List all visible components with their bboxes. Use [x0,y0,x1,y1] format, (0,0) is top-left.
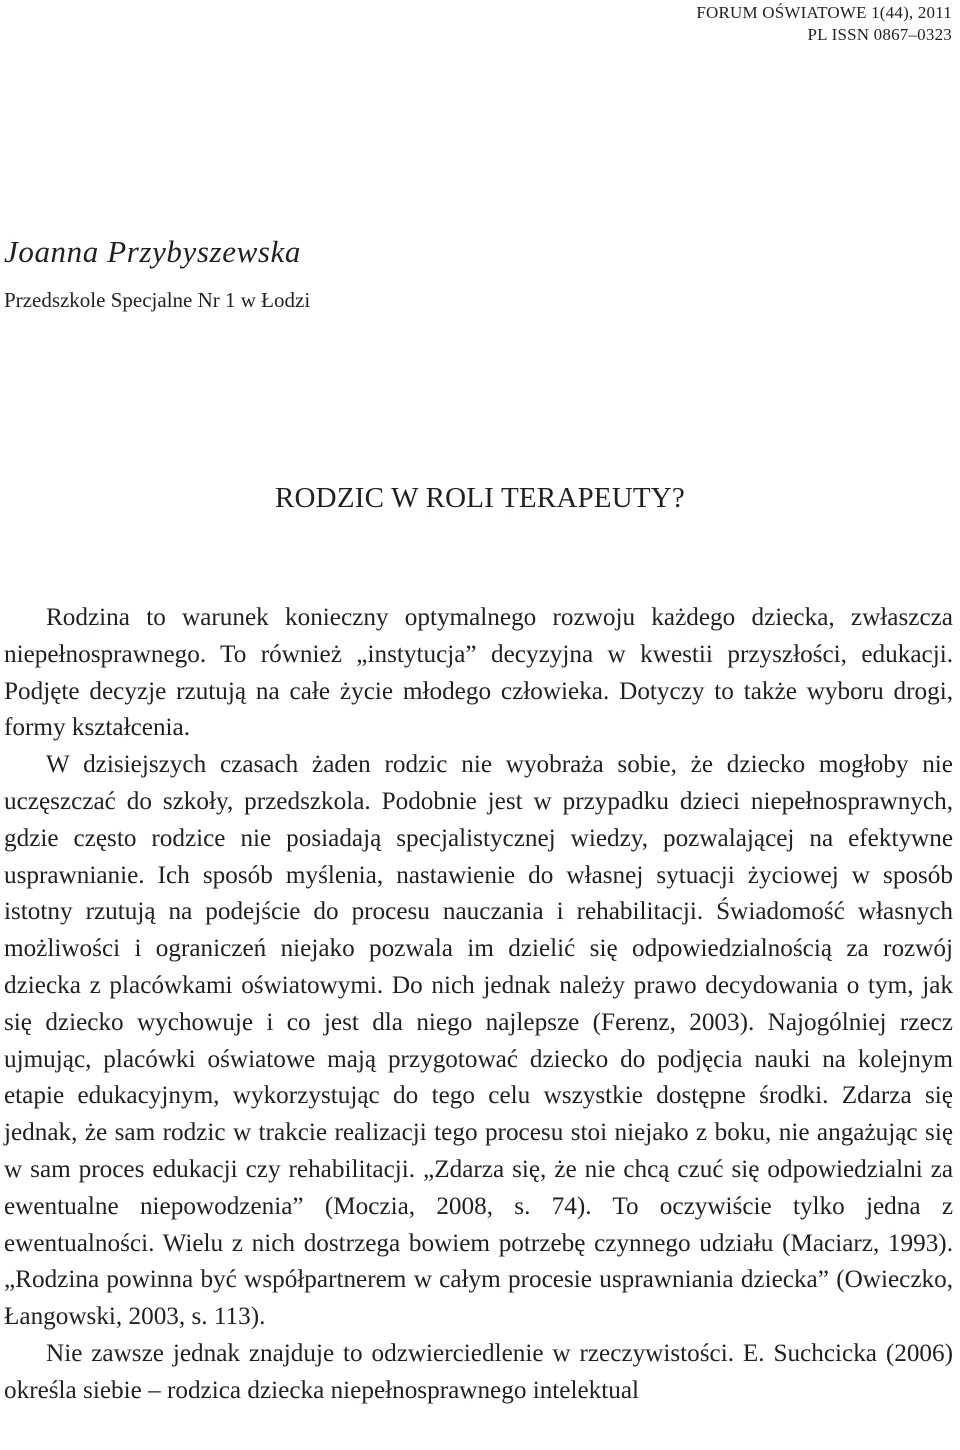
article-body [4,600,953,1410]
paragraph-1: Rodzina to warunek konieczny optymalnego rozwoju każdego dziecka, zwłaszcza niepełnosprawnego. To również „instytucja” decyzyjna w kwestii przyszłości, edukacji. Podjęte decyzje rzutują na całe życie młodego człowieka. Dotyczy to także wyboru drogi, formy kształcenia. [4,604,953,742]
author-name: Joanna Przybyszewska [4,234,301,269]
paragraph-3: Nie zawsze jednak znajduje to odzwierciedlenie w rzeczywistości. E. Suchcicka (2006) określa siebie – rodzica dziecka niepełnosprawnego intelektual [4,1339,953,1404]
journal-name: FORUM OŚWIATOWE 1(44), 2011 [696,3,952,22]
running-head [696,2,952,46]
paragraph-2: W dzisiejszych czasach żaden rodzic nie wyobraża sobie, że dziecko mogłoby nie uczęszczać do szkoły, przedszkola. Podobnie jest w przypadku dzieci niepełnosprawnych, gdzie często rodzice nie posiadają specjalistycznej wiedzy, pozwalającej na efektywne usprawnianie. Ich sposób myślenia, nastawienie do własnej sytuacji życiowej w sposób istotny rzutują na podejście do procesu nauczania i rehabilitacji. Świadomość własnych możliwości i ograniczeń niejako pozwala im dzielić się odpowiedzialnością za rozwój dziecka z placówkami oświatowymi. Do nich jednak należy prawo decydowania o tym, jak się dziecko wychowuje i co jest dla niego najlepsze (Ferenz, 2003). Najogólniej rzecz ujmując, placówki oświatowe mają przygotować dziecko do podjęcia nauki na kolejnym etapie edukacyjnym, wykorzystując do tego celu wszystkie dostępne środki. Zdarza się jednak, że sam rodzic w trakcie realizacji tego procesu stoi niejako z boku, nie angażując się w sam proces edukacji czy rehabilitacji. „Zdarza się, że nie chcą czuć się odpowiedzialni za ewentualne niepowodzenia” (Moczia, 2008, s. 74). To oczywiście tylko jedna z ewentualności. Wielu z nich dostrzega bowiem potrzebę czynnego udziału (Maciarz, 1993). „Rodzina powinna być współpartnerem w całym procesie usprawniania dziecka” (Owieczko, Łangowski, 2003, s. 113). [4,751,953,1331]
author-affiliation: Przedszkole Specjalne Nr 1 w Łodzi [4,288,311,312]
issn-number: PL ISSN 0867–0323 [807,25,952,44]
article-title: RODZIC W ROLI TERAPEUTY? [275,482,685,514]
